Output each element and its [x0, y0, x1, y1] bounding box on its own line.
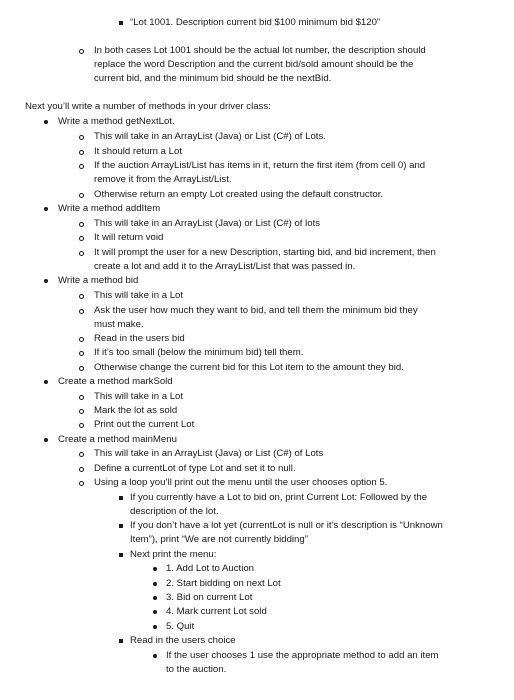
- line-text: If you currently have a Lot to bid on, print Current Lot: Followed by the: [130, 492, 428, 503]
- document-line: [0, 448, 514, 460]
- circle-bullet-icon: [79, 222, 84, 227]
- document-line: [0, 635, 514, 647]
- circle-bullet-icon: [79, 395, 84, 400]
- document-line: [0, 17, 514, 29]
- line-text: In both cases Lot 1001 should be the actual lot number, the description should: [94, 45, 426, 56]
- disc-bullet-icon: [153, 654, 157, 658]
- document-line: [0, 290, 514, 302]
- document-line: [0, 650, 514, 662]
- line-text: Write a method getNextLot.: [58, 116, 175, 127]
- circle-bullet-icon: [79, 294, 84, 299]
- disc-bullet-icon: [153, 567, 157, 571]
- square-bullet-icon: [119, 21, 123, 25]
- document-line: [0, 492, 514, 504]
- line-text: replace the word Description and the current bid/sold amount should be the: [94, 59, 414, 70]
- circle-bullet-icon: [79, 366, 84, 371]
- line-text: 5. Quit: [166, 621, 195, 632]
- circle-bullet-icon: [79, 193, 84, 198]
- line-text: This will take in an ArrayList (Java) or List (C#) of lots: [94, 218, 321, 229]
- line-text: Otherwise return an empty Lot created using the default constructor.: [94, 189, 384, 200]
- document-line: [0, 419, 514, 431]
- document-line: [0, 261, 514, 273]
- document-line: [0, 275, 514, 287]
- line-text: Write a method bid: [58, 275, 139, 286]
- line-text: must make.: [94, 319, 144, 330]
- disc-bullet-icon: [44, 207, 48, 211]
- document-line: [0, 319, 514, 331]
- square-bullet-icon: [119, 496, 123, 500]
- document-line: [0, 362, 514, 374]
- document-line: [0, 45, 514, 57]
- line-text: Item”), print “We are not currently bidding”: [130, 534, 308, 545]
- circle-bullet-icon: [79, 351, 84, 356]
- document-line: [0, 376, 514, 388]
- line-text: to the auction.: [166, 664, 227, 675]
- document-line: [0, 203, 514, 215]
- line-text: Read in the users choice: [130, 635, 236, 646]
- line-text: “Lot 1001. Description current bid $100 minimum bid $120”: [130, 17, 381, 28]
- document-line: [0, 621, 514, 633]
- line-text: Define a currentLot of type Lot and set it to null.: [94, 463, 296, 474]
- circle-bullet-icon: [79, 467, 84, 472]
- document-line: [0, 247, 514, 259]
- line-text: Ask the user how much they want to bid, and tell them the minimum bid they: [94, 305, 418, 316]
- line-text: Create a method mainMenu: [58, 434, 177, 445]
- line-text: It should return a Lot: [94, 146, 182, 157]
- disc-bullet-icon: [44, 380, 48, 384]
- disc-bullet-icon: [44, 279, 48, 283]
- line-text: Write a method addItem: [58, 203, 161, 214]
- disc-bullet-icon: [153, 582, 157, 586]
- line-text: Next print the menu:: [130, 549, 217, 560]
- circle-bullet-icon: [79, 452, 84, 457]
- circle-bullet-icon: [79, 409, 84, 414]
- document-line: [0, 664, 514, 676]
- line-text: If the user chooses 1 use the appropriate method to add an item: [166, 650, 439, 661]
- line-text: 4. Mark current Lot sold: [166, 606, 267, 617]
- circle-bullet-icon: [79, 309, 84, 314]
- line-text: If you don’t have a lot yet (currentLot is null or it’s description is “Unknown: [130, 520, 443, 531]
- line-text: It will prompt the user for a new Description, starting bid, and bid increment, then: [94, 247, 436, 258]
- square-bullet-icon: [119, 639, 123, 643]
- line-text: If the auction ArrayList/List has items in it, return the first item (from cell 0) and: [94, 160, 426, 171]
- document-line: [0, 174, 514, 186]
- line-text: This will take in an ArrayList (Java) or List (C#) of Lots: [94, 448, 324, 459]
- line-text: Next you’ll write a number of methods in your driver class:: [25, 101, 271, 112]
- document-line: [0, 592, 514, 604]
- document-line: [0, 73, 514, 85]
- document-line: [0, 391, 514, 403]
- line-text: If it’s too small (below the minimum bid) tell them.: [94, 347, 304, 358]
- document-line: [0, 434, 514, 446]
- line-text: current bid, and the minimum bid should be the nextBid.: [94, 73, 332, 84]
- document-line: [0, 189, 514, 201]
- circle-bullet-icon: [79, 481, 84, 486]
- circle-bullet-icon: [79, 150, 84, 155]
- line-text: 3. Bid on current Lot: [166, 592, 253, 603]
- document-line: [0, 578, 514, 590]
- document-line: [0, 218, 514, 230]
- document-line: [0, 116, 514, 128]
- document-line: [0, 305, 514, 317]
- document-line: [0, 131, 514, 143]
- line-text: Print out the current Lot: [94, 419, 195, 430]
- circle-bullet-icon: [79, 337, 84, 342]
- document-line: [0, 160, 514, 172]
- circle-bullet-icon: [79, 423, 84, 428]
- document-line: [0, 563, 514, 575]
- square-bullet-icon: [119, 553, 123, 557]
- document-line: [0, 477, 514, 489]
- document-line: [0, 101, 514, 113]
- line-text: This will take in an ArrayList (Java) or List (C#) of Lots.: [94, 131, 326, 142]
- disc-bullet-icon: [44, 120, 48, 124]
- circle-bullet-icon: [79, 49, 84, 54]
- circle-bullet-icon: [79, 251, 84, 256]
- document-line: [0, 520, 514, 532]
- line-text: This will take in a Lot: [94, 391, 184, 402]
- document-line: [0, 606, 514, 618]
- line-text: Otherwise change the current bid for this Lot item to the amount they bid.: [94, 362, 404, 373]
- document-line: [0, 463, 514, 475]
- disc-bullet-icon: [153, 610, 157, 614]
- line-text: 1. Add Lot to Auction: [166, 563, 255, 574]
- line-text: description of the lot.: [130, 506, 219, 517]
- document-line: [0, 347, 514, 359]
- document-line: [0, 549, 514, 561]
- line-text: create a lot and add it to the ArrayList/List that was passed in.: [94, 261, 356, 272]
- line-text: Read in the users bid: [94, 333, 185, 344]
- document-line: [0, 333, 514, 345]
- line-text: This will take in a Lot: [94, 290, 184, 301]
- line-text: 2. Start bidding on next Lot: [166, 578, 281, 589]
- document-line: [0, 59, 514, 71]
- line-text: Mark the lot as sold: [94, 405, 178, 416]
- line-text: Using a loop you’ll print out the menu until the user chooses option 5.: [94, 477, 388, 488]
- document-line: [0, 405, 514, 417]
- document-line: [0, 146, 514, 158]
- square-bullet-icon: [119, 524, 123, 528]
- disc-bullet-icon: [44, 438, 48, 442]
- document-line: [0, 534, 514, 546]
- document-line: [0, 506, 514, 518]
- disc-bullet-icon: [153, 596, 157, 600]
- circle-bullet-icon: [79, 164, 84, 169]
- circle-bullet-icon: [79, 236, 84, 241]
- line-text: Create a method markSold: [58, 376, 173, 387]
- line-text: remove it from the ArrayList/List.: [94, 174, 232, 185]
- line-text: It will return void: [94, 232, 164, 243]
- document-line: [0, 232, 514, 244]
- disc-bullet-icon: [153, 625, 157, 629]
- circle-bullet-icon: [79, 135, 84, 140]
